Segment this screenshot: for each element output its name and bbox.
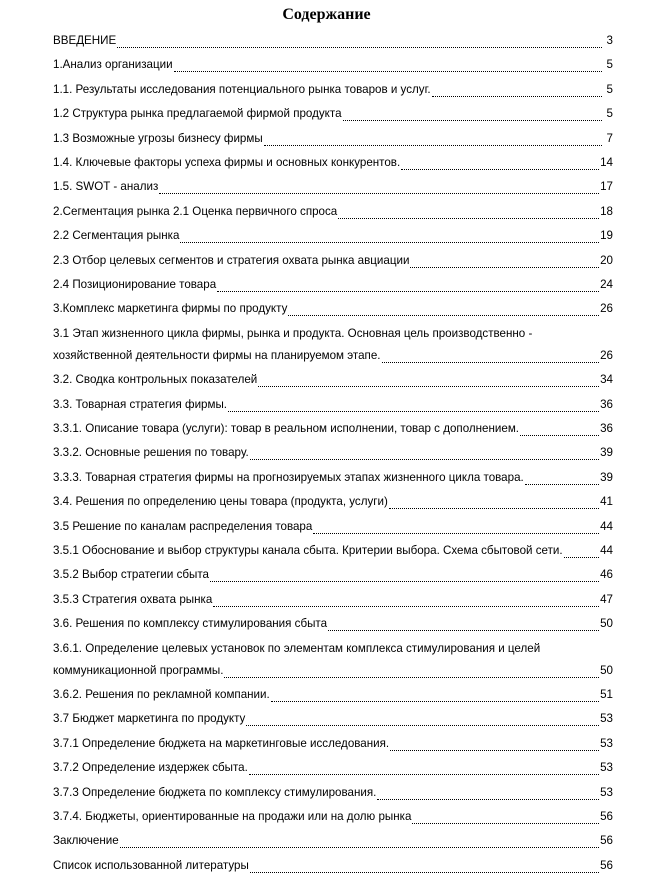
toc-entry[interactable] [53,685,613,705]
toc-entry[interactable] [53,226,613,246]
toc-page-number: 7 [606,131,613,145]
dot-leader [250,872,599,873]
toc-entry-title: 1.2 Структура рынка предлагаемой фирмой продукта [53,107,342,121]
toc-entry[interactable] [53,614,613,634]
toc-entry[interactable] [53,807,613,827]
toc-page-number: 41 [600,495,613,509]
toc-page-number: 3 [606,34,613,47]
dot-leader [377,799,599,800]
toc-page-number: 24 [600,278,613,291]
toc-entry[interactable] [53,129,613,149]
toc-entry[interactable] [53,709,613,729]
dot-leader [174,71,602,72]
toc-page-number: 47 [600,592,613,606]
dot-leader [432,96,602,97]
toc-page-number: 53 [600,736,613,750]
toc-entry-title-line: 3.6.1. Определение целевых установок по элементам комплекса стимулирования и целей [53,641,541,655]
toc-entry[interactable] [53,299,613,319]
toc-entry-title: 3.3.1. Описание товара (услуги): товар в реальном исполнении, товар с дополнением. [53,422,520,435]
toc-entry[interactable] [53,324,613,366]
toc-entry-title: ВВЕДЕНИЕ [53,34,117,47]
dot-leader [210,581,599,582]
toc-entry[interactable] [53,468,613,488]
toc-page-number: 34 [600,373,613,387]
toc-entry-title: 3.3.2. Основные решения по товару. [53,446,249,460]
toc-entry-title: 3.2. Сводка контрольных показателей [53,373,258,387]
toc-page-number: 46 [600,568,613,582]
dot-leader [120,847,599,848]
toc-entry-title: 2.Сегментация рынка 2.1 Оценка первичного спроса [53,204,338,218]
toc-entry[interactable] [53,541,613,561]
toc-entry[interactable] [53,443,613,463]
toc-entry-title: 3.6. Решения по комплексу стимулирования сбыта [53,617,328,631]
toc-entry-title: коммуникационной программы. [53,663,224,677]
dot-leader [382,362,600,363]
dot-leader [338,218,599,219]
toc-page-number: 36 [600,397,613,411]
toc-entry[interactable] [53,251,613,271]
dot-leader [159,193,599,194]
toc-entry[interactable] [53,639,613,681]
toc-entry[interactable] [53,55,613,75]
toc-entry[interactable] [53,734,613,754]
toc-entry-title: 1.5. SWOT - анализ [53,180,159,194]
page-title: Содержание [282,6,371,23]
toc-entry-title: 1.4. Ключевые факторы успеха фирмы и основных конкурентов. [53,156,401,169]
toc-entry-title: 2.3 Отбор целевых сегментов и стратегия охвата рынка авциации [53,253,410,267]
dot-leader [246,725,599,726]
toc-entry-title: 3.5 Решение по каналам распределения товара [53,519,313,533]
dot-leader [389,508,599,509]
dot-leader [520,435,599,436]
toc-page-number: 19 [600,229,613,243]
toc-entry[interactable] [53,758,613,778]
dot-leader [410,267,599,268]
dot-leader [250,459,599,460]
toc-entry-title: 3.7 Бюджет маркетинга по продукту [53,712,246,726]
toc-page-number: 26 [600,302,613,316]
dot-leader [249,774,599,775]
toc-page-number: 53 [600,785,613,799]
toc-entry[interactable] [53,492,613,512]
toc-entry[interactable] [53,395,613,415]
toc-entry-title: 2.4 Позиционирование товара [53,278,217,291]
toc-page-number: 26 [600,348,613,362]
toc-page-number: 56 [600,810,613,823]
toc-entry-title: хозяйственной деятельности фирмы на планируемом этапе. [53,348,381,362]
toc-page-number: 50 [600,617,613,631]
toc-entry-title: 3.7.2 Определение издержек сбыта. [53,761,248,775]
toc-page-number: 5 [606,82,613,96]
toc-entry[interactable] [53,590,613,610]
toc-entry-title: 3.Комплекс маркетинга фирмы по продукту [53,302,288,316]
dot-leader [271,701,599,702]
toc-page-number: 56 [600,858,613,872]
dot-leader [180,242,599,243]
toc-entry[interactable] [53,565,613,585]
dot-leader [224,677,599,678]
toc-entry[interactable] [53,783,613,803]
toc-page-number: 20 [600,253,613,267]
toc-entry-title: 3.3.3. Товарная стратегия фирмы на прогнозируемых этапах жизненного цикла товара. [53,470,524,484]
toc-page-number: 44 [600,544,613,557]
toc-entry[interactable] [53,80,613,100]
toc-entry[interactable] [53,202,613,222]
toc-entry-title: 3.5.2 Выбор стратегии сбыта [53,568,210,582]
toc-page-number: 39 [600,446,613,460]
dot-leader [412,823,599,824]
dot-leader [217,291,599,292]
toc-page-number: 36 [600,422,613,435]
toc-entry[interactable] [53,31,613,51]
toc-entry-title: 3.5.3 Стратегия охвата рынка [53,592,213,606]
toc-entry[interactable] [53,517,613,537]
toc-page-number: 56 [600,834,613,848]
toc-page-number: 53 [600,761,613,775]
toc-page-number: 51 [600,688,613,701]
toc-entry[interactable] [53,370,613,390]
toc-page-number: 14 [600,156,613,169]
toc-entry-title: 1.3 Возможные угрозы бизнесу фирмы [53,131,263,145]
toc-entry-title: 1.Анализ организации [53,58,173,72]
toc-entry-title: 3.4. Решения по определению цены товара (продукта, услуги) [53,495,388,509]
dot-leader [288,315,599,316]
dot-leader [213,606,599,607]
toc-page-number: 50 [600,663,613,677]
toc-entry[interactable] [53,153,613,173]
toc-entry-title: Список использованной литературы [53,858,249,872]
toc-entry-title: 3.6.2. Решения по рекламной компании. [53,688,270,701]
toc-entry[interactable] [53,856,613,876]
dot-leader [564,557,600,558]
dot-leader [264,145,602,146]
dot-leader [390,750,599,751]
dot-leader [117,47,602,48]
dot-leader [258,386,599,387]
toc-page-number: 5 [606,107,613,121]
toc-entry-title: 1.1. Результаты исследования потенциального рынка товаров и услуг. [53,82,431,96]
toc-page-number: 39 [600,470,613,484]
dot-leader [328,630,599,631]
toc-entry[interactable] [53,275,613,295]
toc-entry-title: 3.5.1 Обоснование и выбор структуры канала сбыта. Критерии выбора. Схема сбытовой сети. [53,544,563,557]
toc-entry-title: 2.2 Сегментация рынка [53,229,180,243]
toc-page-number: 53 [600,712,613,726]
toc-entry-title-line: 3.1 Этап жизненного цикла фирмы, рынка и продукта. Основная цель производственно - [53,326,533,340]
dot-leader [313,533,599,534]
dot-leader [525,484,599,485]
toc-page-number: 18 [600,204,613,218]
dot-leader [228,411,599,412]
toc-entry[interactable] [53,177,613,197]
toc-entry[interactable] [53,104,613,124]
toc-page-number: 5 [606,58,613,72]
toc-page-number: 17 [600,180,613,194]
toc-entry[interactable] [53,419,613,439]
toc-entry-title: Заключение [53,834,119,848]
toc-page-number: 44 [600,519,613,533]
toc-entry-title: 3.7.4. Бюджеты, ориентированные на продажи или на долю рынка [53,810,412,823]
toc-entry-title: 3.3. Товарная стратегия фирмы. [53,397,228,411]
toc-entry-title: 3.7.1 Определение бюджета на маркетинговые исследования. [53,736,390,750]
toc-entry[interactable] [53,831,613,851]
toc-entry-title: 3.7.3 Определение бюджета по комплексу стимулирования. [53,785,377,799]
dot-leader [343,120,602,121]
dot-leader [401,169,599,170]
